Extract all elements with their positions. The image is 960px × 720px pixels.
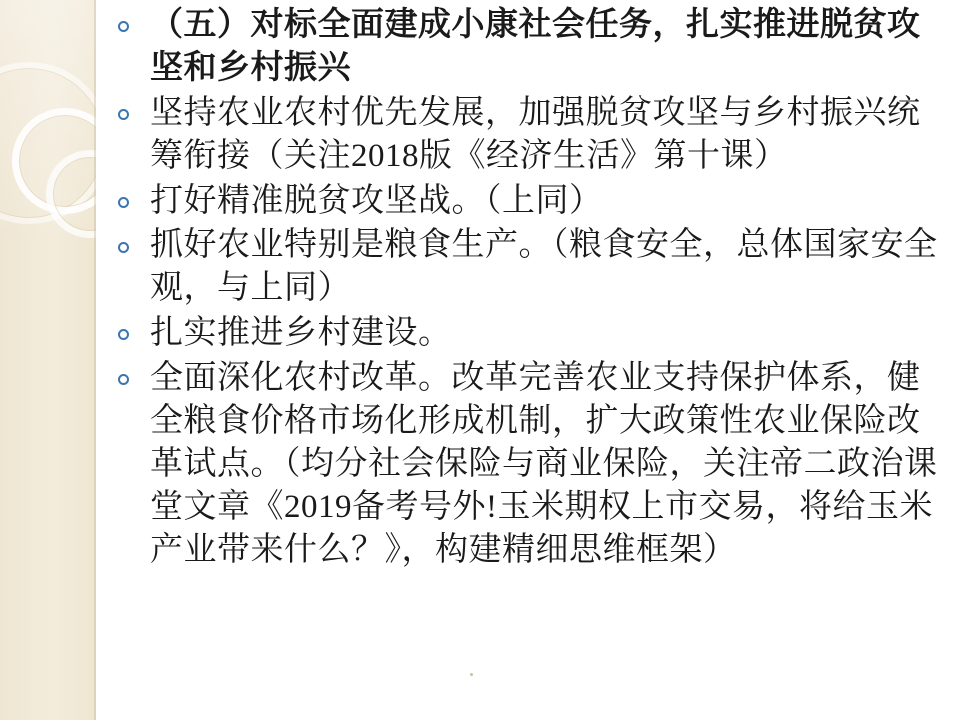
list-item xyxy=(96,357,950,571)
list-item xyxy=(96,224,950,310)
list-item xyxy=(96,92,950,178)
circle-decoration-small-icon xyxy=(46,150,96,238)
bullet-dot-icon xyxy=(118,329,129,340)
slide-footer-marker xyxy=(470,673,473,676)
bullet-dot-icon xyxy=(118,21,129,32)
bullet-dot-icon xyxy=(118,197,129,208)
list-item-text: 打好精准脱贫攻坚战。（上同） xyxy=(150,182,603,219)
bullet-dot-icon xyxy=(118,242,129,253)
list-item-text: 抓好农业特别是粮食生产。（粮食安全，总体国家安全观，与上同） xyxy=(150,227,938,307)
slide-content xyxy=(96,0,960,720)
list-item-text: 全面深化农村改革。改革完善农业支持保护体系，健全粮食价格市场化形成机制，扩大政策性农业保险改革试点。（均分社会保险与商业保险，关注帝二政治课堂文章《2019备考号外!玉米期权上市交易，将给玉米产业带来什么？》，构建精细思维框架） xyxy=(150,360,938,568)
list-item-text: 坚持农业农村优先发展，加强脱贫攻坚与乡村振兴统筹衔接（关注2018版《经济生活》第十课） xyxy=(150,94,921,174)
bullet-dot-icon xyxy=(118,374,129,385)
list-item-text: 扎实推进乡村建设。 xyxy=(150,315,452,352)
circle-decoration-medium-icon xyxy=(12,108,96,214)
list-item xyxy=(96,4,950,90)
bullet-list xyxy=(96,4,950,572)
list-item-text: （五）对标全面建成小康社会任务，扎实推进脱贫攻坚和乡村振兴 xyxy=(150,7,921,86)
list-item xyxy=(96,312,950,355)
list-item xyxy=(96,180,950,223)
circle-decoration-large-icon xyxy=(0,62,96,224)
bullet-dot-icon xyxy=(118,109,129,120)
decorative-sidebar xyxy=(0,0,96,720)
